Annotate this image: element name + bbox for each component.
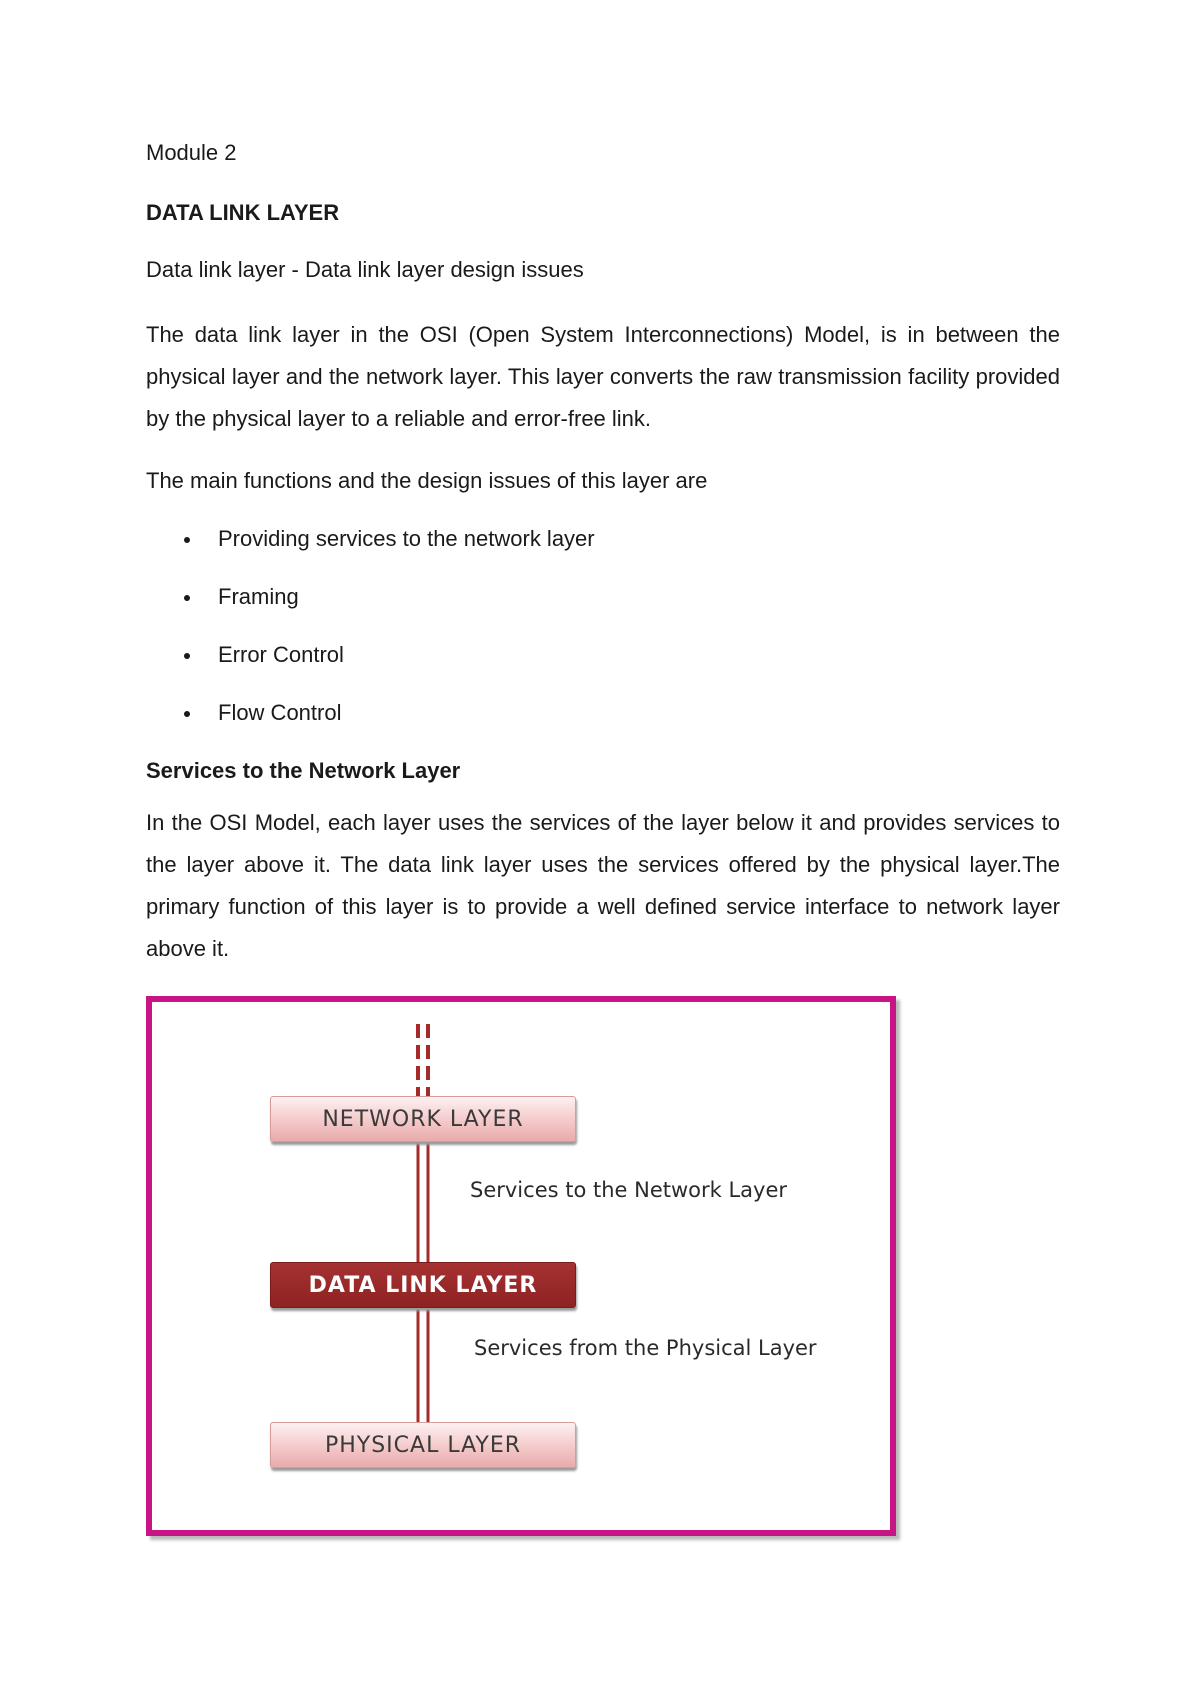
- section-heading: Services to the Network Layer: [146, 758, 461, 783]
- list-item: [146, 526, 1060, 552]
- module-label: Module 2: [146, 140, 237, 165]
- bullet-icon: [184, 653, 190, 659]
- lower-service-label: Services from the Physical Layer: [474, 1336, 817, 1360]
- upper-service-label: Services to the Network Layer: [470, 1178, 788, 1202]
- bullet-icon: [184, 595, 190, 601]
- list-item: [146, 642, 1060, 668]
- physical-layer-box: PHYSICAL LAYER: [270, 1422, 576, 1468]
- network-layer-box: NETWORK LAYER: [270, 1096, 576, 1142]
- services-paragraph: In the OSI Model, each layer uses the services of the layer below it and provides services to the layer above it. The data link layer uses the services offered by the physical layer.The primary function of this layer is to provide a well defined service interface to network layer above it.: [146, 810, 1060, 961]
- page-title: DATA LINK LAYER: [146, 200, 340, 225]
- bullet-icon: [184, 537, 190, 543]
- layer-diagram: [146, 996, 896, 1536]
- functions-lead-in: The main functions and the design issues of this layer are: [146, 468, 708, 493]
- bullet-icon: [184, 711, 190, 717]
- list-item-label: Flow Control: [218, 700, 342, 725]
- list-item: [146, 700, 1060, 726]
- intro-paragraph: The data link layer in the OSI (Open System Interconnections) Model, is in between the physical layer and the network layer. This layer converts the raw transmission facility provided by the physical layer to a reliable and error-free link.: [146, 322, 1060, 431]
- functions-list: [146, 526, 1060, 726]
- list-item-label: Error Control: [218, 642, 344, 667]
- document-page: [146, 140, 1060, 984]
- data-link-layer-box: DATA LINK LAYER: [270, 1262, 576, 1308]
- page-subtitle: Data link layer - Data link layer design issues: [146, 257, 584, 282]
- list-item: [146, 584, 1060, 610]
- list-item-label: Providing services to the network layer: [218, 526, 595, 551]
- list-item-label: Framing: [218, 584, 299, 609]
